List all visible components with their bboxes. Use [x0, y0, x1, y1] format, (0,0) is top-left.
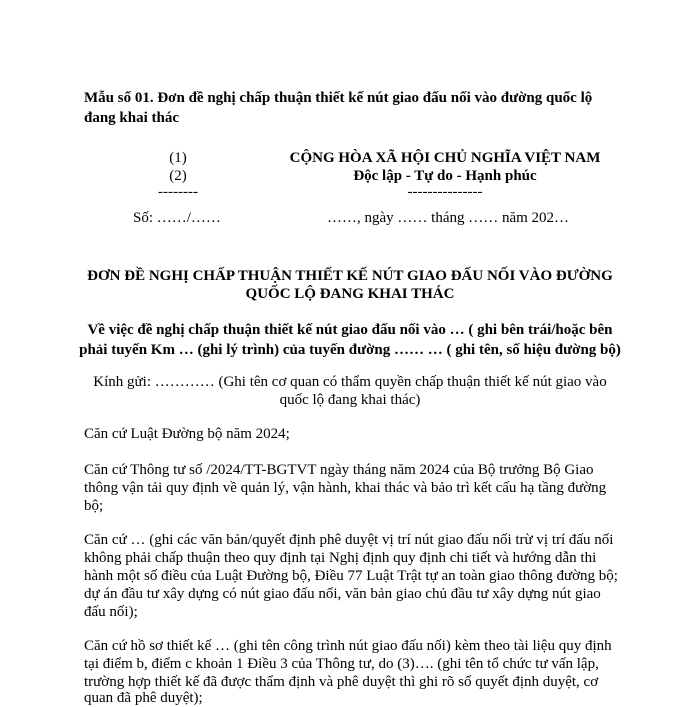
paragraph-3-line2: không phải chấp thuận theo quy định tại Nghị định quy định chi tiết và hướng dẫn thi [84, 550, 597, 566]
header-right-rule: --------------- [407, 184, 483, 200]
nation-motto: Độc lập - Tự do - Hạnh phúc [353, 168, 537, 184]
paragraph-4-line4: quan đã phê duyệt); [84, 690, 203, 706]
paragraph-2-line3: bộ; [84, 498, 104, 514]
document-heading-line2: QUỐC LỘ ĐANG KHAI THÁC [245, 286, 455, 302]
paragraph-3-line4: dự án đầu tư xây dựng có nút giao đấu nối, văn bản giao chủ đầu tư xây dựng nút giao [84, 586, 601, 602]
header-left-rule: -------- [158, 184, 198, 200]
paragraph-4-line2: tại điểm b, điểm c khoản 1 Điều 3 của Thông tư, do (3)…. (ghi tên tổ chức tư vấn lập, [84, 656, 599, 672]
paragraph-3-line1: Căn cứ … (ghi các văn bản/quyết định phê duyệt vị trí nút giao đấu nối trừ vị trí đấu nối [84, 532, 614, 548]
form-title-line2: đang khai thác [84, 110, 180, 126]
document-date: ……, ngày …… tháng …… năm 202… [327, 210, 570, 226]
header-left-1: (1) [169, 150, 187, 166]
paragraph-1: Căn cứ Luật Đường bộ năm 2024; [84, 426, 290, 442]
paragraph-4-line1: Căn cứ hồ sơ thiết kế … (ghi tên công trình nút giao đấu nối) kèm theo tài liệu quy định [84, 638, 612, 654]
recipient-line2: quốc lộ đang khai thác) [279, 392, 421, 408]
paragraph-2-line1: Căn cứ Thông tư số /2024/TT-BGTVT ngày tháng năm 2024 của Bộ trưởng Bộ Giao [84, 462, 594, 478]
document-heading-line1: ĐƠN ĐỀ NGHỊ CHẤP THUẬN THIẾT KẾ NÚT GIAO ĐẤU NỐI VÀO ĐƯỜNG [87, 268, 613, 284]
paragraph-3-line3: hành một số điều của Luật Đường bộ, Điều 77 Luật Trật tự an toàn giao thông đường bộ; [84, 568, 618, 584]
paragraph-2-line2: thông vận tải quy định về quản lý, vận hành, khai thác và bảo trì kết cấu hạ tầng đường [84, 480, 607, 496]
nation-name: CỘNG HÒA XÃ HỘI CHỦ NGHĨA VIỆT NAM [289, 150, 601, 166]
subject-line1: Về việc đề nghị chấp thuận thiết kế nút giao đấu nối vào … ( ghi bên trái/hoặc bên [87, 322, 613, 338]
paragraph-3-line5: đấu nối); [84, 604, 138, 620]
document-number: Số: ……/…… [133, 210, 221, 226]
recipient-line1: Kính gửi: ………… (Ghi tên cơ quan có thẩm quyền chấp thuận thiết kế nút giao vào [93, 374, 607, 390]
paragraph-4-line3: trường hợp thiết kế đã được thẩm định và phê duyệt thì ghi rõ số quyết định duyệt, cơ [84, 674, 599, 690]
header-left-2: (2) [169, 168, 187, 184]
form-title-line1: Mẫu số 01. Đơn đề nghị chấp thuận thiết kế nút giao đấu nối vào đường quốc lộ [84, 90, 593, 106]
subject-line2: phải tuyến Km … (ghi lý trình) của tuyến đường …… … ( ghi tên, số hiệu đường bộ) [79, 342, 621, 358]
